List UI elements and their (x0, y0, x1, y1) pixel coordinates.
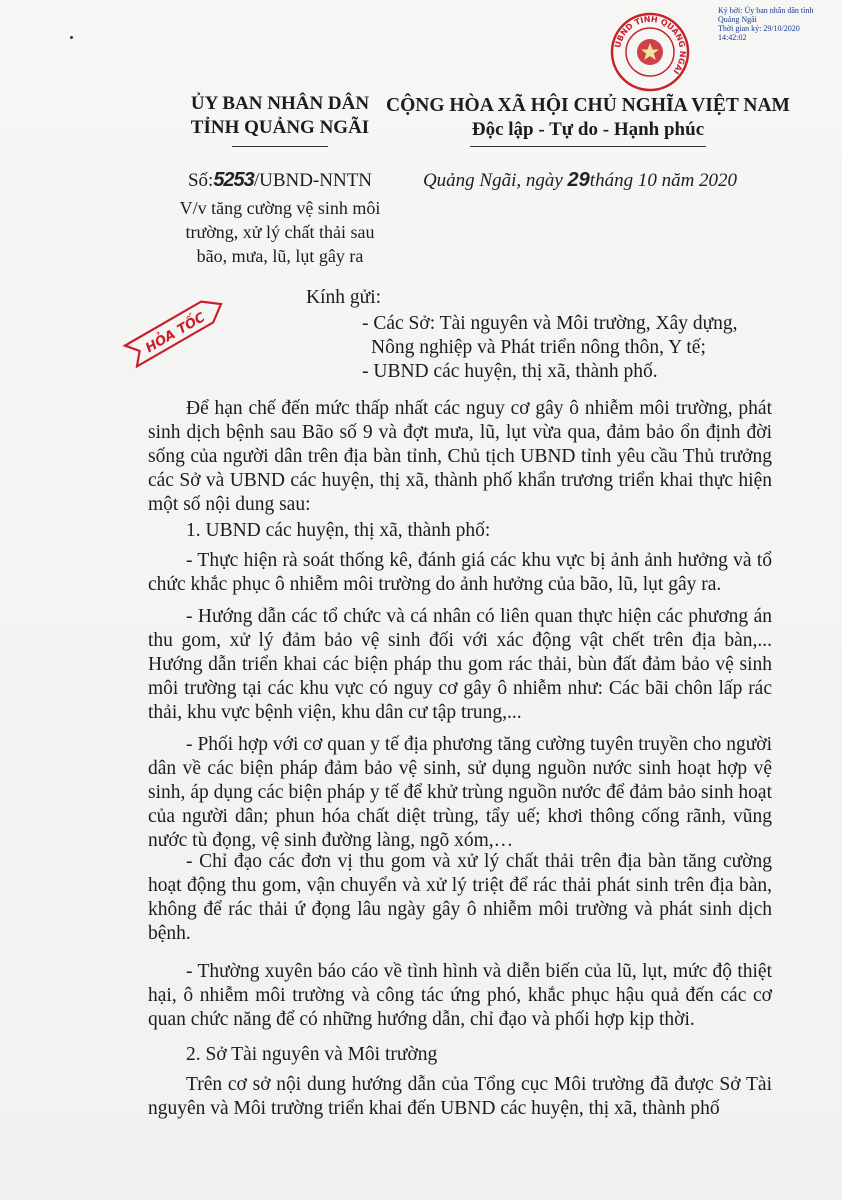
signature-signer: Ký bởi: Ủy ban nhân dân tỉnh (718, 6, 814, 15)
section-1-item-4: - Chỉ đạo các đơn vị thu gom và xử lý chất thải trên địa bàn tăng cường hoạt động thu gom, vận chuyển và xử lý triệt để rác thải phát sinh trên địa bàn, không để rác thải ứ đọng lâu ngày gây ô nhiễm môi trường và phát sinh dịch bệnh. (148, 851, 772, 944)
signature-signer-cont: Quảng Ngãi (718, 15, 757, 24)
signature-time: Thời gian ký: 29/10/2020 (718, 24, 800, 33)
org-line-1: ỦY BAN NHÂN DÂN (190, 93, 370, 114)
section-2-heading: 2. Sở Tài nguyên và Môi trường (186, 1044, 438, 1065)
section-1-item-3: - Phối hợp với cơ quan y tế địa phương tăng cường tuyên truyền cho người dân về các biện pháp đảm bảo vệ sinh, sử dụng nguồn nước sinh hoạt hợp vệ sinh, áp dụng các biện pháp y tế để khử trùng nguồn nước để đảm bảo sinh hoạt của người dân; phun hóa chất diệt trùng, tẩy uế; khơi thông cống rãnh, vũng nước tù đọng, vệ sinh đường làng, ngõ xóm,… (148, 734, 772, 851)
section-2-paragraph: Trên cơ sở nội dung hướng dẫn của Tổng cục Môi trường đã được Sở Tài nguyên và Môi trường triển khai đến UBND các huyện, thị xã, thành phố (148, 1074, 772, 1119)
subject-line-1: V/v tăng cường vệ sinh môi (179, 198, 381, 218)
section-1-item-1: - Thực hiện rà soát thống kê, đánh giá các khu vực bị ảnh ảnh hưởng và tổ chức khắc phục ô nhiễm môi trường do ảnh hưởng của bão, lũ, lụt gây ra. (148, 550, 772, 595)
urgent-stamp-icon (116, 290, 236, 370)
scan-speck (70, 36, 73, 39)
salutation: Kính gửi: (306, 287, 382, 308)
subject-line-3: bão, mưa, lũ, lụt gây ra (196, 246, 364, 266)
section-1-item-5: - Thường xuyên báo cáo về tình hình và diễn biến của lũ, lụt, mức độ thiệt hại, ô nhiễm môi trường và công tác ứng phó, khắc phục hậu quả đến các cơ quan chức năng để có những hướng dẫn, chỉ đạo và phối hợp kịp thời. (148, 961, 772, 1030)
section-1-heading: 1. UBND các huyện, thị xã, thành phố: (186, 520, 491, 541)
official-seal-icon (610, 12, 690, 92)
intro-paragraph: Để hạn chế đến mức thấp nhất các nguy cơ gây ô nhiễm môi trường, phát sinh dịch bệnh sau Bão số 9 và đợt mưa, lũ, lụt vừa qua, đảm bảo ổn định đời sống của người dân trên địa bàn tỉnh, Chủ tịch UBND tỉnh yêu cầu Thủ trưởng các Sở và UBND các huyện, thị xã, thành phố khẩn trương triển khai thực hiện một số nội dung sau: (148, 398, 772, 515)
subject-line-2: trường, xử lý chất thải sau (185, 222, 375, 242)
docno-prefix: Số: (187, 170, 214, 191)
seal-text: UBND TỈNH QUẢNG NGÃI (613, 14, 688, 76)
recipient-line-1: - Các Sở: Tài nguyên và Môi trường, Xây dựng, (362, 313, 738, 334)
recipient-line-2: Nông nghiệp và Phát triển nông thôn, Y tế; (371, 337, 706, 358)
place-suffix: tháng 10 năm 2020 (589, 170, 738, 191)
recipient-list (362, 312, 802, 384)
place-prefix: Quảng Ngãi, ngày (422, 170, 568, 191)
org-line-2: TỈNH QUẢNG NGÃI (190, 117, 370, 138)
docno-number: 5253 (213, 169, 254, 191)
place-date (360, 168, 800, 193)
digital-signature-info (718, 6, 842, 42)
urgent-stamp-text: HỎA TỐC (143, 310, 208, 357)
org-underline (232, 146, 328, 147)
section-1-item-2: - Hướng dẫn các tổ chức và cá nhân có liên quan thực hiện các phương án thu gom, xử lý đảm bảo vệ sinh đối với xác động vật chết trên địa bàn,... Hướng dẫn triển khai các biện pháp thu gom rác thải, bùn đất đảm bảo vệ sinh môi trường tại các khu vực có nguy cơ gây ô nhiễm như: Các bãi chôn lấp rác thải, khu vực bệnh viện, khu dân cư tập trung,... (148, 606, 772, 723)
docno-suffix: /UBND-NNTN (253, 170, 373, 191)
motto-underline (470, 146, 706, 147)
recipient-line-3: - UBND các huyện, thị xã, thành phố. (362, 361, 658, 382)
document-subject (150, 196, 410, 268)
signature-time-cont: 14:42:02 (718, 33, 747, 42)
national-title: CỘNG HÒA XÃ HỘI CHỦ NGHĨA VIỆT NAM (386, 95, 790, 116)
national-motto: Độc lập - Tự do - Hạnh phúc (471, 119, 705, 140)
place-day: 29 (567, 169, 590, 191)
